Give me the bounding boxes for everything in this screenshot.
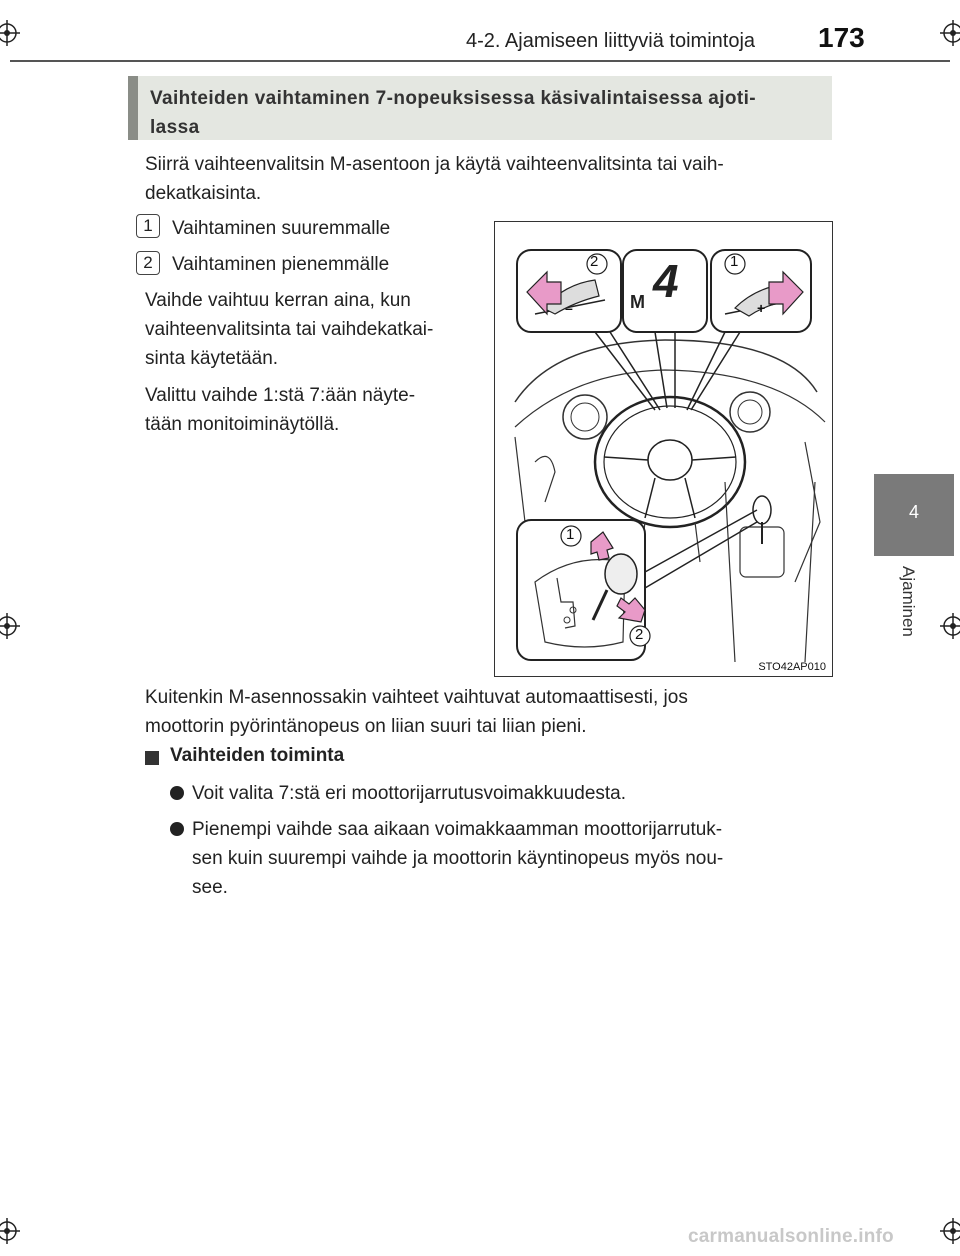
page-number: 173 [818,22,865,53]
circle-bullet-icon [170,822,184,836]
paddle-minus-label: – [565,300,573,316]
registration-mark-icon [940,20,960,46]
note-line: Vaihde vaihtuu kerran aina, kun [145,290,411,311]
chapter-label: Ajaminen [899,566,918,637]
paddle-plus-label: + [757,300,766,316]
header-rule [10,60,950,62]
square-bullet-icon [145,751,159,765]
registration-mark-icon [0,1218,20,1244]
intro-line2: dekatkaisinta. [145,183,262,204]
figure-code: STO42AP010 [758,661,826,673]
registration-mark-icon [0,20,20,46]
chapter-tab [874,474,954,556]
intro-line1: Siirrä vaihteenvalitsin M-asentoon ja käytä vaihteenvalitsinta tai vaih- [145,154,724,175]
display-gear-digit: 4 [653,255,679,307]
registration-mark-icon [940,1218,960,1244]
bullet-text: Voit valita 7:stä eri moottorijarrutusvoimakkuudesta. [192,783,627,804]
section-title-line1: Vaihteiden vaihtaminen 7-nopeuksisessa käsivalintaisessa ajoti- [150,88,757,109]
callout-1-label: 1 [566,526,575,543]
section-heading-box [128,76,832,140]
auto-note-line2: moottorin pyörintänopeus on liian suuri tai liian pieni. [145,716,587,737]
circle-bullet-icon [170,786,184,800]
display-mode-letter: M [630,292,645,312]
running-header: 4-2. Ajamiseen liittyviä toimintoja [466,30,756,52]
note-line: sinta käytetään. [145,348,279,369]
note-line: Valittu vaihde 1:stä 7:ään näyte- [145,385,416,406]
step-downshift-text: Vaihtaminen pienemmälle [172,254,390,275]
callout-1-label: 1 [730,253,739,270]
step-number-icon: 1 [136,214,160,238]
bullet-text: Pienempi vaihde saa aikaan voimakkaamman moottorijarrutuk- [192,819,723,840]
step-upshift-text: Vaihtaminen suuremmalle [172,218,391,239]
registration-mark-icon [0,613,20,639]
bullet-text: sen kuin suurempi vaihde ja moottorin käyntinopeus myös nou- [192,848,724,869]
note-line: vaihteenvalitsinta tai vaihdekatkai- [145,319,434,340]
callout-2-label: 2 [590,253,599,270]
bullet-text: see. [192,877,228,898]
figure-cockpit-illustration [494,221,833,677]
subsection-title: Vaihteiden toiminta [170,745,345,766]
callout-2-label: 2 [635,626,644,643]
step-number-icon: 2 [136,251,160,275]
auto-note-line1: Kuitenkin M-asennossakin vaihteet vaihtuvat automaattisesti, jos [145,687,688,708]
section-title-line2: lassa [150,117,200,138]
chapter-number: 4 [908,502,919,522]
note-line: tään monitoiminäytöllä. [145,414,340,435]
registration-mark-icon [940,613,960,639]
footer-watermark: carmanualsonline.info [688,1226,894,1247]
